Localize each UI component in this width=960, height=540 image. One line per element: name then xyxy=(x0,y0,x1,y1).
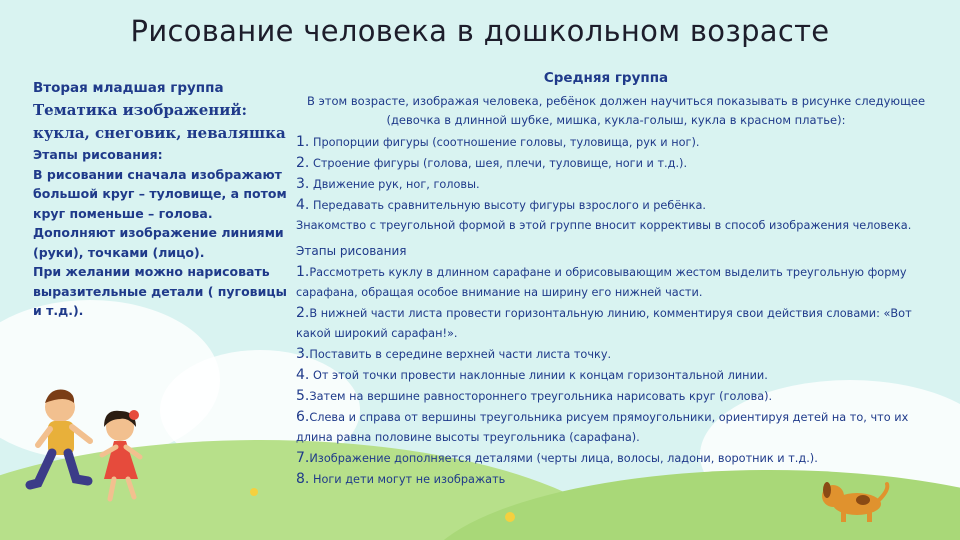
girl-bow xyxy=(129,410,139,420)
stage-item: 1.Рассмотреть куклу в длинном сарафане и обрисовывающим жестом выделить треугольную форму сарафана, обращая особое внимание на ширину его нижней части. xyxy=(296,264,907,299)
left-theme: Тематика изображений: кукла, снеговик, неваляшка xyxy=(33,101,286,142)
dog-leg xyxy=(841,510,846,522)
point-item: 4. Передавать сравнительную высоту фигуры взрослого и ребёнка. xyxy=(296,197,707,213)
stage-item: 6.Слева и справа от вершины треугольника рисуем прямоугольники, ориентируя детей на то, что их длина равна половине высоты треугольника (сарафана). xyxy=(296,409,909,444)
left-header: Вторая младшая группа xyxy=(33,80,224,96)
girl-leg xyxy=(110,479,114,499)
girl-dress xyxy=(104,441,138,479)
boy-leg xyxy=(68,453,88,481)
right-intro: В этом возрасте, изображая человека, ребёнок должен научиться показывать в рисунке следующее (девочка в длинной шубке, мишка, кукла-голыш, кукла в красном платье): xyxy=(306,94,926,127)
stage-item: 2.В нижней части листа провести горизонтальную линию, комментируя свои действия словами: «Вот какой широкий сарафан!». xyxy=(296,305,912,340)
right-header: Средняя группа xyxy=(543,70,669,86)
boy-leg xyxy=(30,453,52,485)
stage-item: 7.Изображение дополняется деталями (черты лица, волосы, ладони, воротник и т.д.). xyxy=(296,450,818,466)
stage-item: 8. Ноги дети могут не изображать xyxy=(296,471,506,487)
right-note: Знакомство с треугольной формой в этой группе вносит коррективы в способ изображения человека. xyxy=(296,219,912,232)
children-illustration xyxy=(10,375,170,515)
dog-leg xyxy=(867,510,872,522)
dog-spot xyxy=(856,495,870,505)
left-stages-text: В рисовании сначала изображают большой круг – туловище, а потом круг поменьше – голова. Дополняют изображение линиями (руки), точками (лицо). xyxy=(33,166,287,260)
flower-icon xyxy=(505,512,515,522)
left-extra-text: При желании можно нарисовать выразительные детали ( пуговицы и т.д.). xyxy=(33,264,287,318)
right-column xyxy=(296,70,936,490)
boy-arm xyxy=(72,427,90,441)
right-stages-title: Этапы рисования xyxy=(296,244,407,258)
page-title: Рисование человека в дошкольном возрасте xyxy=(130,14,830,48)
stage-item: 4. От этой точки провести наклонные линии к концам горизонтальной линии. xyxy=(296,367,768,383)
left-stages-title: Этапы рисования: xyxy=(33,147,163,162)
left-column xyxy=(33,80,288,321)
point-item: 1. Пропорции фигуры (соотношение головы, туловища, рук и ног). xyxy=(296,134,700,150)
girl-leg xyxy=(128,479,134,497)
point-item: 3. Движение рук, ног, головы. xyxy=(296,176,480,192)
stage-item: 3.Поставить в середине верхней части листа точку. xyxy=(296,346,612,362)
point-item: 2. Строение фигуры (голова, шея, плечи, туловище, ноги и т.д.). xyxy=(296,155,688,171)
stage-item: 5.Затем на вершине равностороннего треугольника нарисовать круг (голова). xyxy=(296,388,773,404)
flower-icon xyxy=(250,488,258,496)
